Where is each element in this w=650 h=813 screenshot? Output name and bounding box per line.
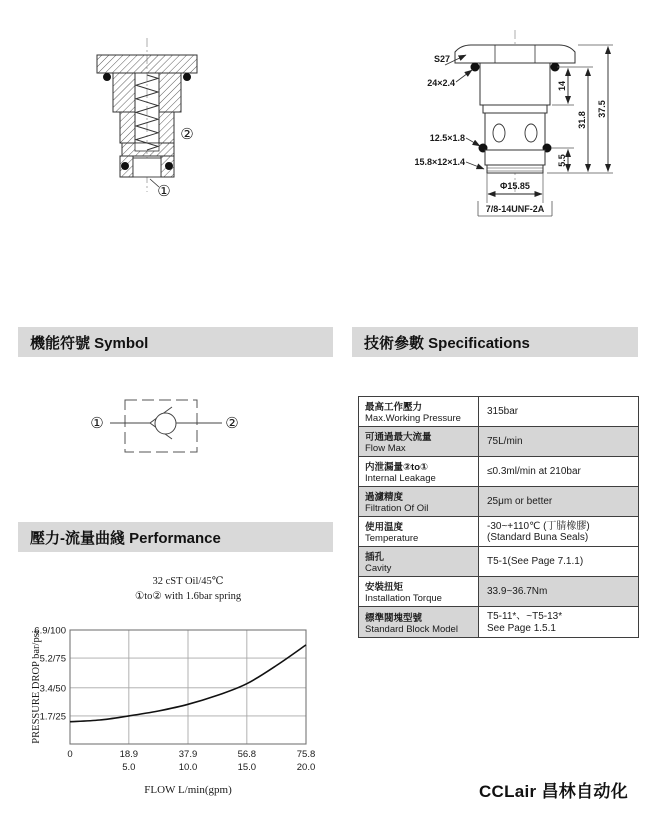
spec-value — [479, 427, 638, 456]
y-tick: 6.9/100 — [34, 625, 66, 637]
spec-label-zh: 安裝扭矩 — [365, 582, 404, 593]
spec-label-zh: 内泄漏量②to① — [365, 462, 429, 473]
thread-section — [487, 165, 543, 173]
spec-label-en: Temperature — [365, 533, 419, 544]
seal1-leader — [466, 138, 480, 146]
oring-left — [103, 73, 111, 81]
cross-hole — [525, 124, 537, 142]
spec-value — [479, 397, 638, 426]
spec-value-text: T5-1(See Page 7.1.1) — [487, 556, 584, 568]
spec-label-zh: 最高工作壓力 — [365, 402, 423, 413]
x-axis-label: FLOW L/min(gpm) — [144, 784, 232, 796]
oring-right — [183, 73, 191, 81]
x-axis-ticks-gpm — [122, 762, 315, 773]
spec-label — [359, 397, 479, 426]
x-tick-lmin: 18.9 — [119, 749, 139, 760]
x-tick-gpm: 15.0 — [237, 762, 257, 773]
symbol-diagram — [85, 392, 245, 462]
spec-value — [479, 457, 638, 486]
hex-size-label: S27 — [433, 54, 450, 64]
specs-section-title: 技術參數 Specifications — [364, 334, 530, 352]
spec-label — [359, 517, 479, 546]
dim14-label: 14 — [557, 80, 567, 92]
body-transition — [483, 105, 547, 113]
seal2-leader — [466, 162, 484, 169]
spec-value-text: ≤0.3ml/min at 210bar — [487, 466, 581, 478]
spec-row-temperature — [359, 517, 638, 547]
inlet-port — [133, 158, 161, 177]
spec-value-text2: (Standard Buna Seals) — [487, 532, 589, 543]
spec-label-en: Flow Max — [365, 443, 406, 454]
oring-leader — [456, 70, 472, 82]
diameter-label: Φ15.85 — [500, 181, 530, 191]
spec-row-cavity — [359, 547, 638, 577]
spec-value-text: 33.9~36.7Nm — [487, 586, 548, 598]
spec-row-filtration — [359, 487, 638, 517]
spec-label — [359, 547, 479, 576]
spec-label-en: Internal Leakage — [365, 473, 436, 484]
spec-label-en: Filtration Of Oil — [365, 503, 429, 514]
body-upper — [480, 63, 550, 105]
x-tick-lmin: 56.8 — [237, 749, 257, 760]
spec-label-zh: 可通過最大流量 — [365, 432, 432, 443]
spec-row-standard-block-model — [359, 607, 638, 637]
spec-value-text: T5-11*、~T5-13* — [487, 611, 563, 622]
spec-value-text: 25μm or better — [487, 496, 553, 508]
spec-row-flow-max — [359, 427, 638, 457]
body-lower — [485, 150, 545, 165]
spec-label — [359, 487, 479, 516]
spec-label-zh: 標準閥塊型號 — [365, 612, 423, 624]
spec-label-zh: 過濾精度 — [365, 492, 404, 503]
spec-value — [479, 577, 638, 606]
dim375-label: 37.5 — [597, 100, 607, 118]
spec-label-zh: 使用温度 — [365, 522, 404, 533]
oring-label: 24×2.4 — [427, 78, 455, 88]
performance-section-header — [18, 522, 333, 552]
x-tick-lmin: 0 — [67, 749, 73, 760]
valve-cap — [97, 55, 197, 73]
thread-label: 7/8-14UNF-2A — [485, 204, 545, 214]
y-tick: 3.4/50 — [39, 683, 66, 695]
dim318-label: 31.8 — [577, 111, 587, 129]
body-wall — [159, 73, 181, 112]
spec-value-text: -30~+110℃ (丁腈橡膠) — [487, 520, 590, 532]
spec-label-en: Standard Block Model — [365, 623, 458, 635]
spec-label — [359, 427, 479, 456]
spec-label-en: Max.Working Pressure — [365, 413, 461, 424]
spec-label — [359, 607, 479, 637]
y-tick: 1.7/25 — [39, 711, 66, 723]
chart-grid — [70, 630, 306, 744]
seal-left — [121, 162, 129, 170]
x-tick-gpm: 5.0 — [122, 762, 136, 773]
hex-head — [455, 45, 575, 63]
cross-hole — [493, 124, 505, 142]
specs-table — [358, 396, 639, 638]
symbol-port1-label: ① — [90, 414, 104, 432]
performance-section-title: 壓力-流量曲綫 Performance — [30, 529, 221, 547]
spec-value — [479, 517, 638, 546]
valve-cross-section-drawing — [70, 30, 270, 210]
spec-label-en: Installation Torque — [365, 593, 442, 604]
spec-label-en: Cavity — [365, 563, 392, 574]
valve-dimension-drawing — [395, 25, 650, 225]
spec-value-text2: See Page 1.5.1 — [487, 622, 556, 634]
x-tick-lmin: 37.9 — [178, 749, 198, 760]
x-axis-ticks-lmin — [67, 749, 315, 760]
symbol-section-title: 機能符號 Symbol — [30, 334, 149, 352]
spec-value-text: 315bar — [487, 406, 519, 418]
spec-row-installation-torque — [359, 577, 638, 607]
x-tick-gpm: 10.0 — [178, 762, 198, 773]
spec-row-internal-leakage — [359, 457, 638, 487]
spec-label — [359, 457, 479, 486]
symbol-port2-label: ② — [225, 414, 239, 432]
spec-value — [479, 547, 638, 576]
x-tick-gpm: 20.0 — [296, 762, 316, 773]
seal-right — [165, 162, 173, 170]
seal2-label: 15.8×12×1.4 — [414, 157, 465, 167]
spec-label — [359, 577, 479, 606]
spec-row-max-working-pressure — [359, 397, 638, 427]
port1-label: ① — [157, 182, 171, 200]
port2-label: ② — [180, 125, 194, 143]
chart-subtitle: ①to② with 1.6bar spring — [134, 591, 242, 602]
check-valve-ball — [155, 413, 176, 434]
brand-logo: CCLair 昌林自动化 — [478, 782, 628, 801]
performance-chart — [15, 560, 335, 810]
chart-title: 32 cST Oil/45℃ — [152, 576, 224, 587]
spec-value — [479, 607, 638, 637]
x-tick-lmin: 75.8 — [296, 749, 316, 760]
specs-section-header — [352, 327, 638, 357]
step-wall — [159, 112, 174, 143]
spec-value-text: 75L/min — [487, 436, 523, 448]
body-wall — [113, 73, 135, 112]
step-wall — [120, 112, 135, 143]
spec-label-zh: 插孔 — [365, 552, 385, 563]
dim55-label: 5.5 — [557, 154, 567, 167]
symbol-section-header — [18, 327, 333, 357]
y-axis-label: PRESSURE DROP bar/psi — [31, 630, 42, 744]
y-tick: 5.2/75 — [39, 653, 66, 665]
spec-value — [479, 487, 638, 516]
seal1-label: 12.5×1.8 — [429, 133, 465, 143]
